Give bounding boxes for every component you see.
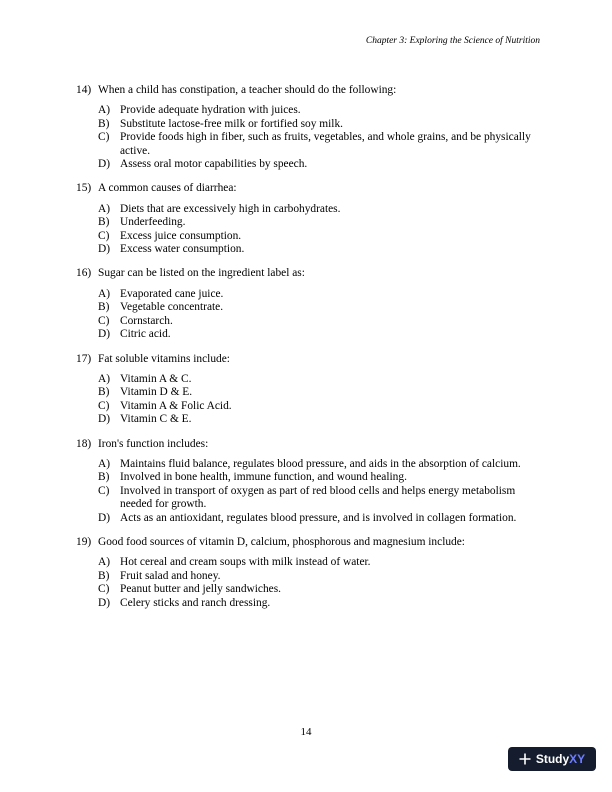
question-14 (76, 84, 544, 171)
brand-name (536, 752, 585, 766)
choice-letter: D) (98, 328, 111, 341)
question-17 (76, 353, 544, 427)
choice-item (98, 556, 544, 569)
choice-text: Maintains fluid balance, regulates blood pressure, and aids in the absorption of calcium. (120, 457, 521, 470)
choice-letter: A) (98, 287, 111, 300)
question-16 (76, 267, 544, 341)
choice-letter: D) (98, 243, 111, 256)
question-stem (76, 536, 544, 549)
brand-study-text: Study (535, 752, 570, 766)
choice-letter: C) (98, 484, 110, 497)
question-text: Sugar can be listed on the ingredient label as: (98, 267, 305, 280)
choice-item (98, 400, 544, 413)
choice-text: Underfeeding. (120, 216, 186, 229)
chapter-header: Chapter 3: Exploring the Science of Nutrition (365, 36, 540, 46)
question-number: 17) (76, 352, 92, 365)
choice-letter: C) (98, 131, 110, 144)
question-stem (76, 267, 544, 280)
choice-text: Cornstarch. (120, 314, 173, 327)
question-text: Good food sources of vitamin D, calcium, phosphorous and magnesium include: (98, 535, 465, 548)
choice-letter: A) (98, 202, 111, 215)
choice-item (98, 386, 544, 399)
choice-text: Substitute lactose-free milk or fortified soy milk. (120, 117, 344, 130)
question-number: 15) (76, 182, 92, 195)
question-stem (76, 182, 544, 195)
choice-item (98, 471, 544, 484)
choice-letter: D) (98, 158, 111, 171)
choice-item (98, 328, 544, 341)
choice-item (98, 485, 544, 512)
choice-letter: A) (98, 372, 111, 385)
question-number: 18) (76, 437, 92, 450)
choice-text: Diets that are excessively high in carbohydrates. (120, 202, 341, 215)
choice-letter: D) (98, 596, 111, 609)
choice-text: Vitamin C & E. (120, 413, 192, 426)
choice-text: Celery sticks and ranch dressing. (120, 596, 271, 609)
choice-text: Provide adequate hydration with juices. (120, 104, 301, 117)
question-19 (76, 536, 544, 610)
choice-item (98, 118, 544, 131)
choice-letter: B) (98, 301, 110, 314)
choice-text: Vitamin D & E. (120, 386, 193, 399)
choice-item (98, 158, 544, 171)
choice-list (76, 373, 544, 427)
choice-letter: A) (98, 104, 111, 117)
choice-item (98, 301, 544, 314)
choice-letter: B) (98, 386, 110, 399)
choice-text: Vitamin A & Folic Acid. (120, 399, 232, 412)
question-number: 14) (76, 84, 92, 96)
choice-text: Vitamin A & C. (120, 372, 192, 385)
choice-item (98, 597, 544, 610)
choice-letter: B) (98, 117, 110, 130)
choice-letter: C) (98, 399, 110, 412)
choice-item (98, 203, 544, 216)
choice-letter: B) (98, 471, 110, 484)
choice-text: Peanut butter and jelly sandwiches. (120, 583, 282, 596)
question-text: A common causes of diarrhea: (98, 182, 237, 195)
choice-list (76, 556, 544, 610)
choice-item (98, 216, 544, 229)
choice-letter: C) (98, 583, 110, 596)
choice-letter: A) (98, 556, 111, 569)
question-stem (76, 438, 544, 451)
choice-text: Evaporated cane juice. (120, 287, 224, 300)
choice-list (76, 104, 544, 171)
choice-item (98, 570, 544, 583)
choice-item (98, 243, 544, 256)
question-text: Iron's function includes: (98, 437, 209, 450)
choice-item (98, 583, 544, 596)
choice-letter: A) (98, 457, 111, 470)
question-text: Fat soluble vitamins include: (98, 352, 230, 365)
studyxy-badge[interactable] (508, 747, 596, 771)
choice-letter: B) (98, 216, 110, 229)
choice-text: Hot cereal and cream soups with milk instead of water. (120, 556, 371, 569)
choice-text: Assess oral motor capabilities by speech. (120, 158, 308, 171)
choice-item (98, 512, 544, 525)
choice-text: Excess juice consumption. (120, 229, 242, 242)
choice-letter: C) (98, 229, 110, 242)
choice-letter: B) (98, 569, 110, 582)
question-number: 16) (76, 267, 92, 280)
choice-list (76, 288, 544, 342)
choice-letter: C) (98, 314, 110, 327)
question-number: 19) (76, 535, 92, 548)
choice-item (98, 315, 544, 328)
choice-text: Citric acid. (120, 328, 171, 341)
choice-text: Provide foods high in fiber, such as fruits, vegetables, and whole grains, and be physically active. (120, 131, 531, 157)
choice-text: Fruit salad and honey. (120, 569, 221, 582)
plus-icon (519, 753, 531, 765)
question-stem (76, 84, 544, 97)
choice-item (98, 131, 544, 158)
choice-item (98, 288, 544, 301)
choice-item (98, 458, 544, 471)
choice-list (76, 203, 544, 257)
brand-xy-text: XY (569, 752, 586, 766)
choice-item (98, 373, 544, 386)
choice-letter: D) (98, 413, 111, 426)
choice-item (98, 413, 544, 426)
question-stem (76, 353, 544, 366)
choice-text: Excess water consumption. (120, 243, 245, 256)
choice-text: Involved in bone health, immune function, and wound healing. (120, 471, 407, 484)
question-15 (76, 182, 544, 256)
choice-text: Involved in transport of oxygen as part of red blood cells and helps energy metabolism needed for growth. (120, 484, 516, 511)
question-18 (76, 438, 544, 525)
choice-text: Acts as an antioxidant, regulates blood pressure, and is involved in collagen formation. (120, 511, 517, 524)
choice-item (98, 104, 544, 117)
choice-text: Vegetable concentrate. (120, 301, 224, 314)
page-number: 14 (300, 726, 312, 738)
question-text: When a child has constipation, a teacher should do the following: (98, 84, 397, 96)
question-list (76, 84, 544, 621)
choice-letter: D) (98, 511, 111, 524)
choice-item (98, 230, 544, 243)
choice-list (76, 458, 544, 525)
